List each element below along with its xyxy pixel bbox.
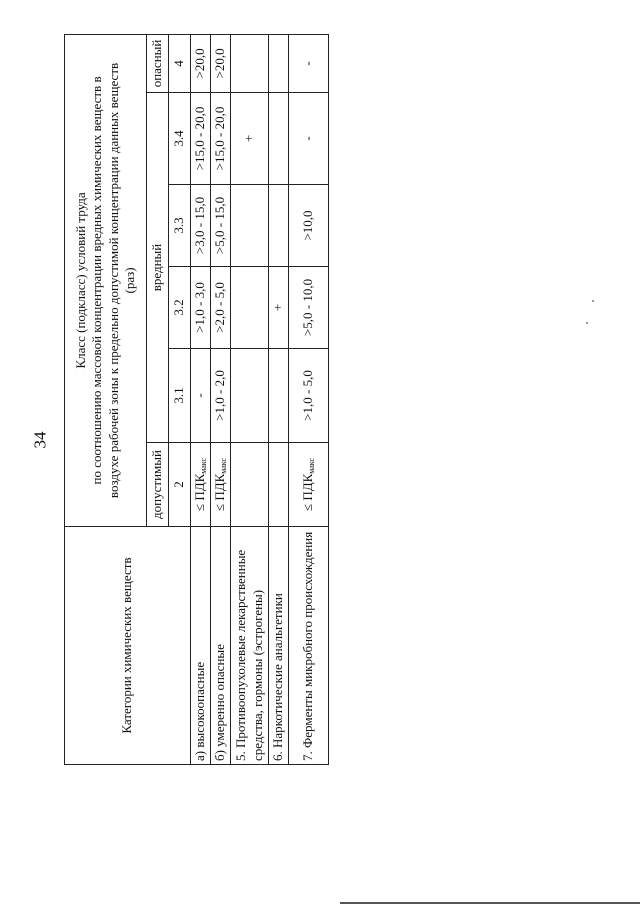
- cell-class-3-1: >1,0 - 2,0: [211, 349, 231, 443]
- column-header: 3.3: [169, 185, 191, 267]
- cell-class-3-3: >10,0: [289, 185, 329, 267]
- row-label: 6. Наркотические анальгетики: [269, 527, 289, 765]
- column-header: 4: [169, 34, 191, 92]
- row-label: 5. Противоопухолевые лекарственные средства, гормоны (эстрогены): [231, 527, 269, 765]
- pdk-subscript: макс: [199, 457, 208, 474]
- pdk-subscript: макс: [219, 457, 228, 474]
- cell-class-3-1: [269, 349, 289, 443]
- cell-class-4: [269, 34, 289, 92]
- category-column-header: Категории химических веществ: [65, 527, 191, 765]
- row-label: б) умеренно опасные: [211, 527, 231, 765]
- table-row: [191, 34, 211, 764]
- column-header: 3.4: [169, 93, 191, 185]
- cell-class-2: [289, 443, 329, 527]
- table-row: [211, 34, 231, 764]
- cell-class-3-3: >3,0 - 15,0: [191, 185, 211, 267]
- cell-class-3-4: >15,0 - 20,0: [211, 93, 231, 185]
- group-harmful: вредный: [147, 93, 169, 443]
- document-table-wrapper: [64, 35, 640, 761]
- row-label: а) высокоопасные: [191, 527, 211, 765]
- cell-class-3-2: >2,0 - 5,0: [211, 267, 231, 349]
- class-header-line: (раз): [121, 267, 137, 294]
- column-header: 3.2: [169, 267, 191, 349]
- substance-class-table: [64, 34, 329, 765]
- cell-class-3-2: [231, 267, 269, 349]
- row-label: 7. Ферменты микробного происхождения: [289, 527, 329, 765]
- class-header: [65, 34, 147, 526]
- pdk-symbol: ≤ ПДК: [300, 473, 315, 512]
- cell-class-2: [211, 443, 231, 527]
- class-header-line: Класс (подкласс) условий труда: [73, 192, 88, 369]
- scan-edge-line: [340, 902, 640, 904]
- cell-class-4: [231, 34, 269, 92]
- cell-class-3-1: [231, 349, 269, 443]
- cell-class-3-3: >5,0 - 15,0: [211, 185, 231, 267]
- cell-class-4: >20,0: [211, 34, 231, 92]
- cell-class-3-3: [231, 185, 269, 267]
- table-row: [269, 34, 289, 764]
- cell-class-2: [231, 443, 269, 527]
- cell-class-3-2: >1,0 - 3,0: [191, 267, 211, 349]
- cell-class-4: >20,0: [191, 34, 211, 92]
- group-permissible: допустимый: [147, 443, 169, 527]
- cell-class-3-2: >5,0 - 10,0: [289, 267, 329, 349]
- pdk-subscript: макс: [307, 457, 316, 474]
- cell-class-3-4: -: [289, 93, 329, 185]
- cell-class-3-1: -: [191, 349, 211, 443]
- page-number-text: 34: [30, 431, 49, 449]
- scan-speck: [592, 300, 594, 302]
- cell-class-3-2: +: [269, 267, 289, 349]
- table-row: [289, 34, 329, 764]
- class-header-line: по соотношению массовой концентрации вредных химических веществ в: [89, 76, 105, 485]
- column-header: 2: [169, 443, 191, 527]
- cell-class-2: [269, 443, 289, 527]
- page-number: [28, 420, 52, 460]
- table-row: [231, 34, 269, 764]
- cell-class-4: -: [289, 34, 329, 92]
- group-dangerous: опасный: [147, 34, 169, 92]
- cell-class-2: [191, 443, 211, 527]
- cell-class-3-4: >15,0 - 20,0: [191, 93, 211, 185]
- class-header-line: воздухе рабочей зоны к предельно допустимой концентрации данных веществ: [105, 62, 121, 499]
- pdk-symbol: ≤ ПДК: [192, 473, 207, 512]
- cell-class-3-1: >1,0 - 5,0: [289, 349, 329, 443]
- scan-speck: [586, 322, 588, 324]
- cell-class-3-4: [269, 93, 289, 185]
- cell-class-3-3: [269, 185, 289, 267]
- pdk-symbol: ≤ ПДК: [212, 473, 227, 512]
- column-header: 3.1: [169, 349, 191, 443]
- cell-class-3-4: +: [231, 93, 269, 185]
- rotated-table-frame: [64, 35, 328, 765]
